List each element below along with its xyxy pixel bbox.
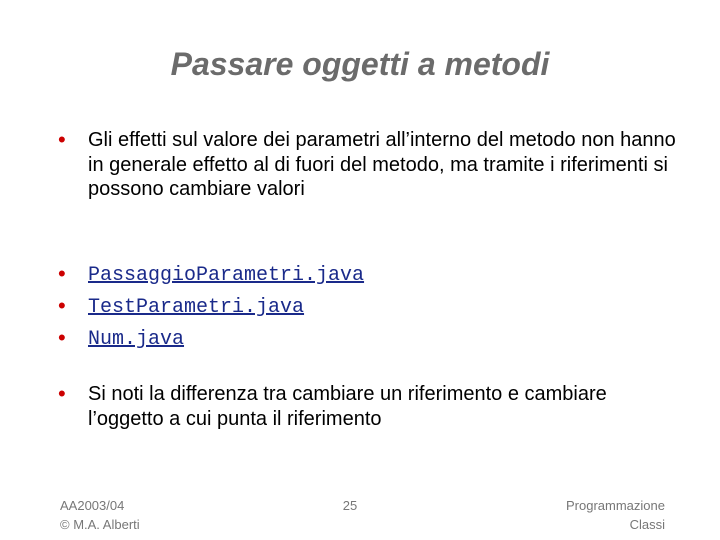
bullet-marker: • xyxy=(58,261,66,286)
bullet-text: Gli effetti sul valore dei parametri all’interno del metodo non hanno in generale effetto al di fuori del metodo, ma tramite i riferimenti si possono cambiare valori xyxy=(88,129,676,200)
footer-copyright: © M.A. Alberti xyxy=(60,517,140,532)
bullet-item-link-num xyxy=(58,326,678,353)
bullet-item-effects xyxy=(58,128,678,202)
bullet-marker: • xyxy=(58,293,66,318)
bullet-item-link-test xyxy=(58,294,678,321)
footer-left xyxy=(60,496,140,534)
link-test-parametri[interactable]: TestParametri.java xyxy=(88,296,305,319)
bullet-marker: • xyxy=(58,127,66,152)
slide-title: Passare oggetti a metodi xyxy=(170,46,550,82)
footer-topic: Classi xyxy=(629,517,665,532)
footer-academic-year: AA2003/04 xyxy=(60,498,125,513)
bullet-text: Si noti la differenza tra cambiare un riferimento e cambiare l’oggetto a cui punta il riferimento xyxy=(88,383,607,430)
link-num[interactable]: Num.java xyxy=(88,328,185,351)
bullet-item-link-passaggio xyxy=(58,262,678,289)
bullet-marker: • xyxy=(58,325,66,350)
footer-right xyxy=(566,496,665,534)
bullet-marker: • xyxy=(58,381,66,406)
footer-course: Programmazione xyxy=(566,498,665,513)
bullet-item-difference xyxy=(58,382,678,431)
link-passaggio-parametri[interactable]: PassaggioParametri.java xyxy=(88,264,365,287)
page-number: 25 xyxy=(342,498,358,513)
